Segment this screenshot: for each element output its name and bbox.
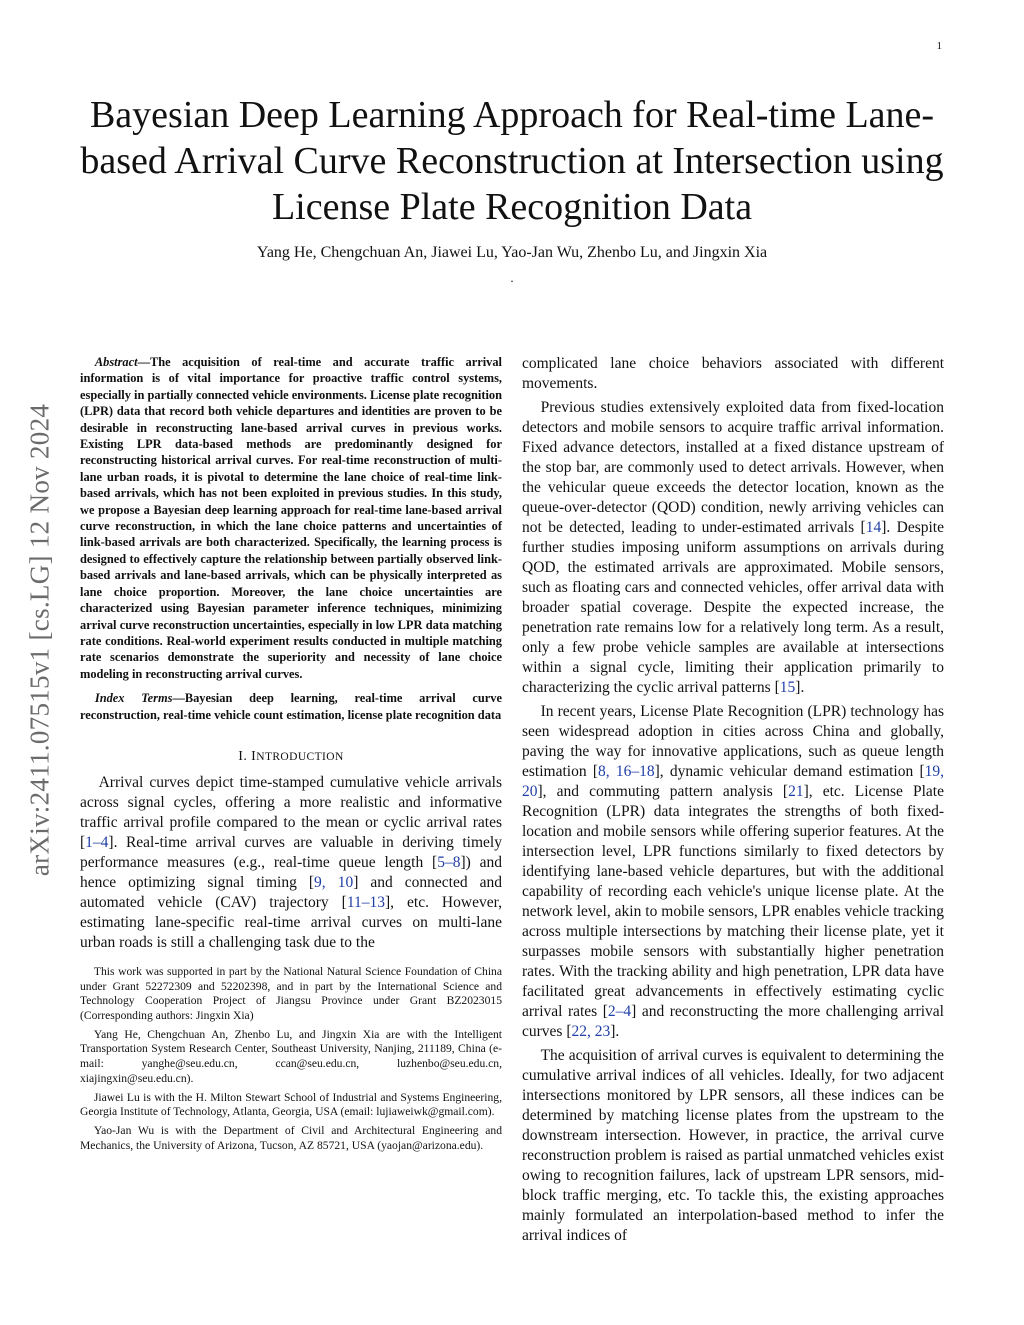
- abstract: [80, 354, 502, 682]
- index-terms-text: —Bayesian deep learning, real-time arrival curve reconstruction, real-time vehicle count estimation, license plate recognition data: [80, 691, 502, 722]
- citation-link[interactable]: 8, 16–18: [597, 763, 655, 780]
- citation-link[interactable]: 1–4: [85, 833, 109, 851]
- section-heading-introduction: [80, 747, 502, 767]
- intro-paragraph: Arrival curves depict time-stamped cumulative vehicle arrivals across signal cycles, offering a more realistic and informative traffic arrival profile compared to the mean or cyclic arrival rates [1–4]. Real-time arrival curves are valuable in deriving timely performance measures (e.g., real-time queue length [5–8]) and hence optimizing signal timing [9, 10] and connected and automated vehicle (CAV) trajectory [11–13], etc. However, estimating lane-specific real-time arrival curves on multi-lane urban roads is still a challenging task due to the: [80, 773, 502, 951]
- abstract-text: —The acquisition of real-time and accurate traffic arrival information is of vital importance for proactive traffic control systems, especially in partially connected vehicle environments. License plate recognition (LPR) data that record both vehicle departures and identities are proven to be desirable in reconstructing lane-based arrival curves in previous works. Existing LPR data-based methods are predominantly designed for reconstructing historical arrival curves. For real-time reconstruction of multi-lane urban roads, it is pivotal to determine the lane choice of real-time link-based arrivals, which has not been exploited in previous studies. In this study, we propose a Bayesian deep learning approach for real-time lane-based arrival curve reconstruction, in which the lane choice patterns and uncertainties of link-based arrivals are both characterized. Specifically, the learning process is designed to effectively capture the relationship between partially observed link-based arrivals and lane-based arrivals, which can be physically interpreted as lane choice proportion. Moreover, the lane choice uncertainties are characterized using Bayesian parameter inference techniques, minimizing arrival curve reconstruction uncertainties, especially in low LPR data matching rate conditions. Real-world experiment results conducted in multiple matching rate scenarios demonstrate the superiority and necessity of lane choice modeling in reconstructing arrival curves.: [80, 355, 502, 681]
- citation-link[interactable]: 22, 23: [571, 1023, 611, 1040]
- citation-link[interactable]: 11–13: [346, 893, 385, 911]
- author-separator: .: [510, 270, 514, 285]
- body-paragraph: The acquisition of arrival curves is equivalent to determining the cumulative arrival indices of all vehicles. Ideally, for two adjacent intersections monitored by LPR sensors, all these indices can be determined by matching license plates from the upstream to the downstream intersection. However, in practice, the arrival curve reconstruction problem is raised as partial unmatched vehicles exist owing to recognition failures, lack of upstream LPR sensors, mid-block traffic merging, etc. To tackle this, the existing approaches mainly formulated an interpolation-based method to infer the arrival indices of: [522, 1047, 944, 1244]
- footnote-affiliation-arizona: Yao-Jan Wu is with the Department of Civil and Architectural Engineering and Mechanics, the University of Arizona, Tucson, AZ 85721, USA (yaojan@arizona.edu).: [80, 1123, 502, 1152]
- citation-link[interactable]: 21: [788, 783, 804, 800]
- index-terms-label: Index Terms: [94, 691, 173, 706]
- author-list: Yang He, Chengchuan An, Jiawei Lu, Yao-Jan Wu, Zhenbo Lu, and Jingxin Xia: [256, 244, 768, 261]
- citation-link[interactable]: 14: [865, 519, 882, 536]
- citation-link[interactable]: 19, 20: [522, 763, 945, 800]
- footnotes: [80, 965, 502, 1153]
- paper-title: Bayesian Deep Learning Approach for Real-time Lane-based Arrival Curve Reconstruction at Intersection using License Plate Recognition Data: [80, 94, 944, 228]
- arxiv-identifier[interactable]: arXiv:2411.07515v1 [cs.LG] 12 Nov 2024: [24, 403, 55, 877]
- page-number: 1: [936, 40, 942, 52]
- abstract-label: Abstract: [94, 355, 138, 369]
- citation-link[interactable]: 2–4: [607, 1003, 632, 1020]
- index-terms: [80, 690, 502, 723]
- section-title-rest: NTRODUCTION: [256, 750, 344, 763]
- footnote-affiliation-seu: Yang He, Chengchuan An, Zhenbo Lu, and Jingxin Xia are with the Intelligent Transportation System Research Center, Southeast University, Nanjing, 211189, China (e-mail: yanghe@seu.edu.cn, ccan@seu.edu.cn, luzhenbo@seu.edu.cn, xiajingxin@seu.edu.cn).: [80, 1027, 502, 1085]
- citation-link[interactable]: 9, 10: [314, 873, 354, 891]
- citation-link[interactable]: 5–8: [437, 853, 461, 871]
- citation-link[interactable]: 15: [779, 679, 796, 696]
- section-numeral: I.: [238, 748, 248, 764]
- body-paragraph: complicated lane choice behaviors associated with different movements.: [522, 355, 944, 392]
- footnote-funding: This work was supported in part by the National Natural Science Foundation of China under Grant 52272309 and 52202398, and in part by the International Science and Technology Cooperation Project of Jiangsu Province under Grant BZ2023015 (Corresponding authors: Jingxin Xia): [80, 964, 502, 1023]
- body-paragraph: Previous studies extensively exploited data from fixed-location detectors and mobile sensors to acquire traffic arrival information. Fixed advance detectors, installed at a fixed distance upstream of the stop bar, are commonly used to detect arrivals. However, when the vehicular queue exceeds the detector location, known as the queue-over-detector (QOD) condition, newly arriving vehicles can not be detected, leading to under-estimated arrivals [14]. Despite further studies imposing uniform assumptions on arrivals during QOD, the estimated arrivals are approximated. Mobile sensors, such as floating cars and connected vehicles, offer arrival data with broader spatial coverage. Despite the expected increase, the penetration rate remains low for a relatively long term. As a result, only a few probe vehicle samples are available at intersections within a signal cycle, limiting their application primarily to characterizing the cyclic arrival patterns [15].: [522, 399, 944, 696]
- section-title-first: I: [251, 748, 257, 764]
- body-paragraph: In recent years, License Plate Recognition (LPR) technology has seen widespread adoption in cities across China and globally, paving the way for innovative applications, such as queue length estimation [8, 16–18], dynamic vehicular demand estimation [19, 20], and commuting pattern analysis [21], etc. License Plate Recognition (LPR) data integrates the strengths of both fixed-location and mobile sensors while offering superior features. At the intersection level, LPR functions similarly to fixed detectors by identifying lane-based vehicle departures, but with the additional capability of recording each vehicle's unique license plate. At the network level, akin to mobile sensors, LPR enables vehicle tracking across multiple intersections by matching their license plate, yet it surpasses mobile sensors with substantially higher penetration rates. With the tracking ability and high penetration, LPR data have facilitated great advancements in effectively estimating cyclic arrival rates [2–4] and reconstructing the more challenging arrival curves [22, 23].: [522, 703, 945, 1040]
- footnote-affiliation-gatech: Jiawei Lu is with the H. Milton Stewart School of Industrial and Systems Engineering, Georgia Institute of Technology, Atlanta, Georgia, USA (email: lujiaweiwk@gmail.com).: [80, 1090, 502, 1119]
- right-column: [522, 354, 944, 1250]
- left-column: [80, 354, 502, 1157]
